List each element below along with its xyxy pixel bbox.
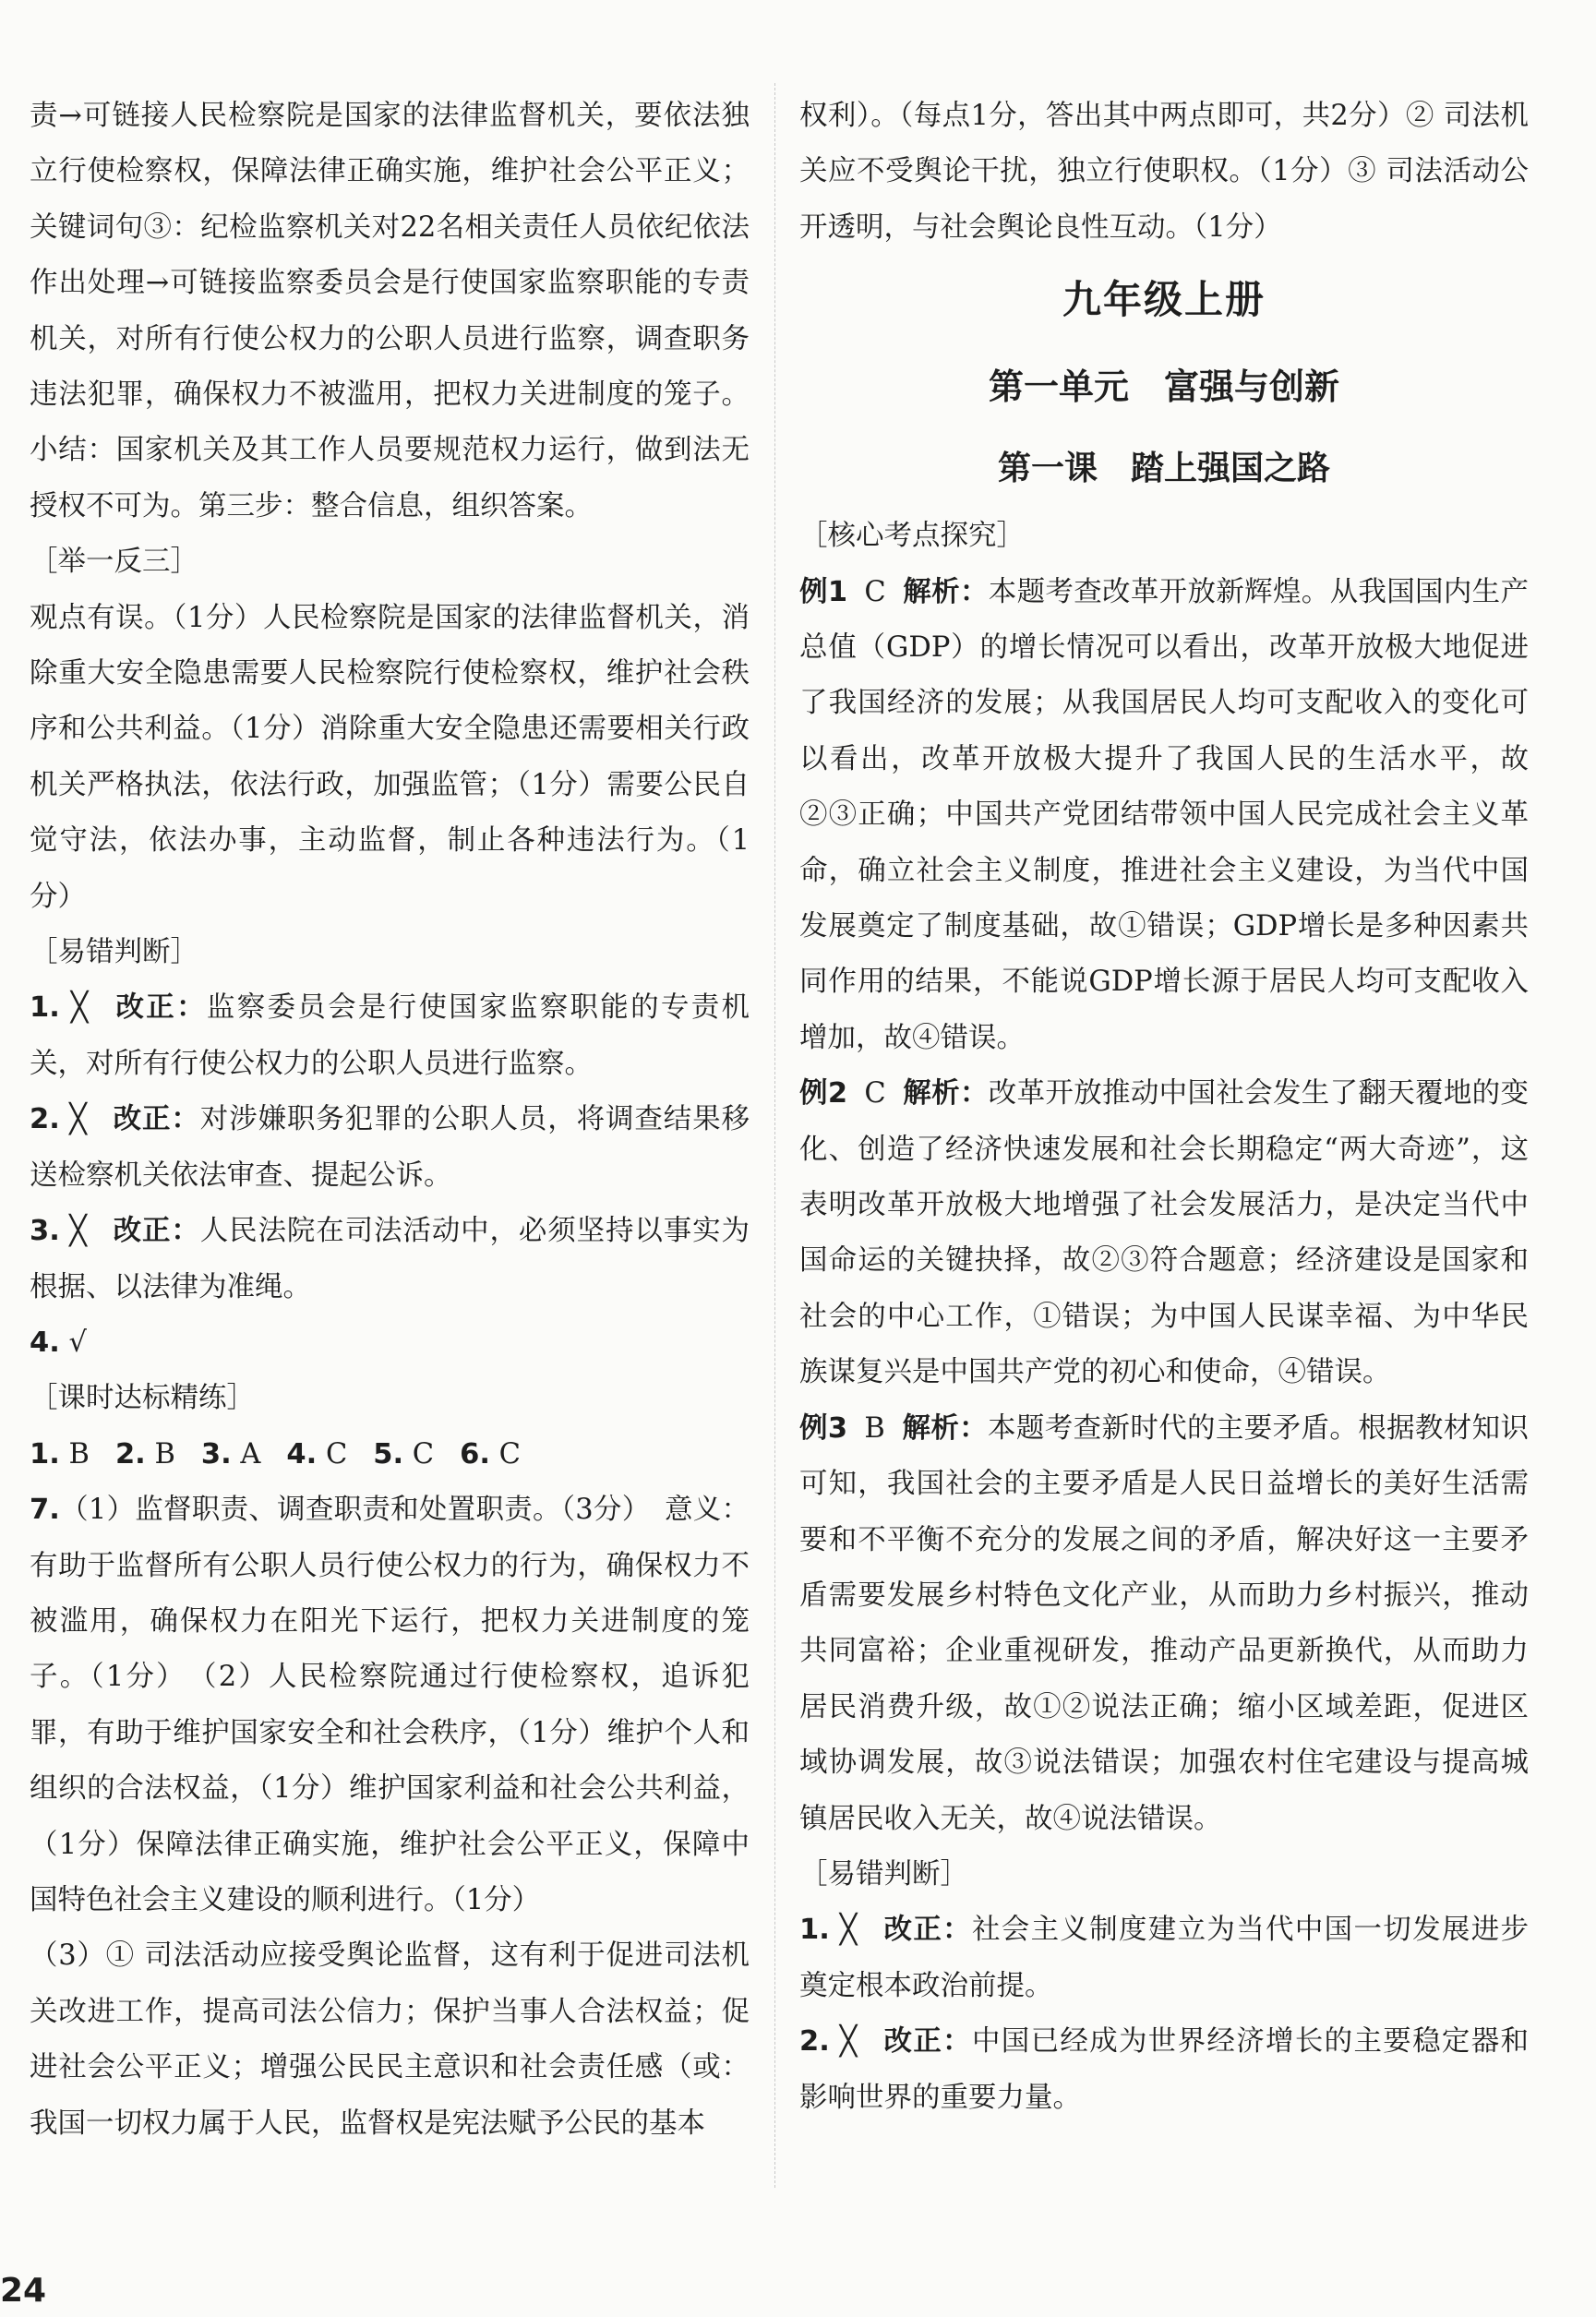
error-item: 1. ╳ 改正：社会主义制度建立为当代中国一切发展进步奠定根本政治前提。	[799, 1914, 1530, 2002]
section-title-ycpd: ［易错判断］	[30, 936, 198, 969]
error-item: 2. ╳ 改正：对涉嫌职务犯罪的公职人员，将调查结果移送检察机关依法审查、提起公诉。	[30, 1103, 750, 1192]
check-mark: √	[68, 1326, 87, 1359]
example-item: 例3 B 解析：本题考查新时代的主要矛盾。根据教材知识可知，我国社会的主要矛盾是人民日益增长的美好生活需要和不平衡不充分的发展之间的矛盾，解决好这一主要矛盾需要发展乡村特色文化产业，从而助力乡村振兴，推动共同富裕；企业重视研发，推动产品更新换代，从而助力居民消费升级，故①②说法正确；缩小区域差距，促进区域协调发展，故③说法错误；加强农村住宅建设与提高城镇居民收入无关，故④说法错误。	[799, 1411, 1530, 1835]
section-title-jyfs: ［举一反三］	[30, 546, 198, 579]
error-item: 1. ╳ 改正：监察委员会是行使国家监察职能的专责机关，对所有行使公权力的公职人员进行监察。	[30, 991, 750, 1080]
jyfs-paragraph: 观点有误。（1分）人民检察院是国家的法律监督机关，消除重大安全隐患需要人民检察院行使检察权，维护社会秩序和公共利益。（1分）消除重大安全隐患还需要相关行政机关严格执法，依法行政，加强监管；（1分）需要公民自觉守法，依法办事，主动监督，制止各种违法行为。（1分）	[30, 601, 750, 913]
book-title: 九年级上册	[1062, 277, 1266, 323]
right-column	[799, 89, 1529, 2126]
intro-paragraph: 责→可链接人民检察院是国家的法律监督机关，要依法独立行使检察权，保障法律正确实施，维护社会公平正义；关键词句③：纪检监察机关对22名相关责任人员依纪依法作出处理→可链接监察委员会是行使国家监察职能的专责机关，对所有行使公权力的公职人员进行监察，调查职务违法犯罪，确保权力不被滥用，把权力关进制度的笼子。小结：国家机关及其工作人员要规范权力运行，做到法无授权不可为。第三步：整合信息，组织答案。	[30, 100, 750, 522]
lesson-title: 第一课 踏上强国之路	[997, 450, 1331, 488]
column-divider	[774, 83, 775, 2188]
example-item: 例2 C 解析：改革开放推动中国社会发生了翻天覆地的变化、创造了经济快速发展和社会长期稳定“两大奇迹”，这表明改革开放极大地增强了社会发展活力，是决定当代中国命运的关键抉择，故②③符合题意；经济建设是国家和社会的中心工作，①错误；为中国人民谋幸福、为中华民族谋复兴是中国共产党的初心和使命，④错误。	[799, 1077, 1529, 1389]
example-item: 例1 C 解析：本题考查改革开放新辉煌。从我国国内生产总值（GDP）的增长情况可以看出，改革开放极大地促进了我国经济的发展；从我国居民人均可支配收入的变化可以看出，改革开放极大提升了我国人民的生活水平，故②③正确；中国共产党团结带领中国人民完成社会主义革命，确立社会主义制度，推进社会主义建设，为当代中国发展奠定了制度基础，故①错误；GDP增长是多种因素共同作用的结果，不能说GDP增长源于居民人均可支配收入增加，故④错误。	[799, 575, 1529, 1054]
cross-mark: ╳	[839, 2025, 858, 2059]
error-item: 4. √	[30, 1326, 87, 1359]
q7-answer: 7.（1）监督职责、调查职责和处置职责。（3分） 意义：有助于监督所有公职人员行使公权力的行为，确保权力不被滥用，确保权力在阳光下运行，把权力关进制度的笼子。（1分） （2）人民检察院通过行使检察权，追诉犯罪，有助于维护国家安全和社会秩序，（1分）维护个人和组织的合法权益，（1分）维护国家利益和社会公共利益，（1分）保障法律正确实施，维护社会公平正义，保障中国特色社会主义建设的顺利进行。（1分）	[30, 1494, 750, 1916]
cross-mark: ╳	[839, 1914, 858, 1947]
unit-title: 第一单元 富强与创新	[988, 366, 1340, 408]
section-title-ycpd-right: ［易错判断］	[799, 1857, 968, 1891]
error-item: 3. ╳ 改正：人民法院在司法活动中，必须坚持以事实为根据、以法律为准绳。	[30, 1215, 750, 1303]
cross-mark: ╳	[70, 991, 89, 1025]
cross-mark: ╳	[69, 1215, 87, 1248]
error-item: 2. ╳ 改正：中国已经成为世界经济增长的主要稳定器和影响世界的重要力量。	[799, 2025, 1530, 2114]
continued-paragraph: 权利）。（每点1分，答出其中两点即可，共2分）② 司法机关应不受舆论干扰，独立行使职权。（1分）③ 司法活动公开透明，与社会舆论良性互动。（1分）	[799, 100, 1529, 244]
section-title-hxkd: ［核心考点探究］	[799, 520, 1025, 553]
q7-part3-answer: （3）① 司法活动应接受舆论监督，这有利于促进司法机关改进工作，提高司法公信力；保护当事人合法权益；促进社会公平正义；增强公民民主意识和社会责任感（或：我国一切权力属于人民，监督权是宪法赋予公民的基本	[30, 1939, 750, 2140]
page-number: 24	[0, 2272, 47, 2310]
section-title-ksdb: ［课时达标精练］	[30, 1382, 255, 1415]
cross-mark: ╳	[69, 1103, 87, 1136]
choice-answers: 1. B 2. B 3. A 4. C 5. C 6. C	[30, 1437, 521, 1471]
left-column	[30, 89, 750, 2152]
